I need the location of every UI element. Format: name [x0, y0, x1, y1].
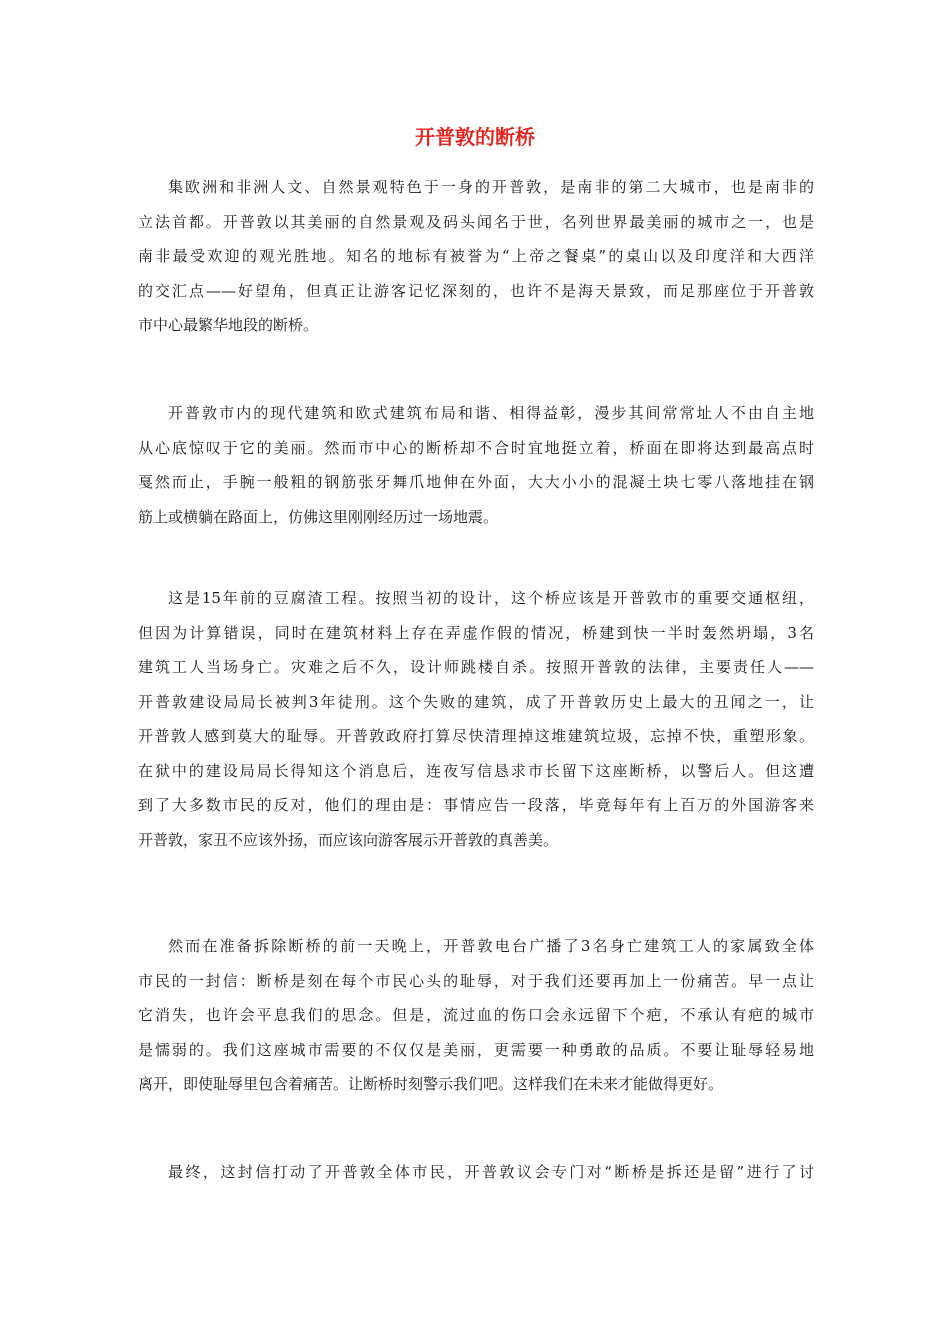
paragraph-5: [138, 1155, 814, 1190]
paragraph-2: [138, 396, 814, 534]
paragraph-line: 南非最受欢迎的观光胜地。知名的地标有被誉为“上帝之餐桌”的桌山以及印度洋和大西洋: [138, 247, 814, 265]
paragraph-line: 戛然而止，手腕一般粗的钢筋张牙舞爪地伸在外面，大大小小的混凝土块七零八落地挂在钢: [138, 473, 814, 491]
paragraph-line: 是懦弱的。我们这座城市需要的不仅仅是美丽，更需要一种勇敢的品质。不要让耻辱轻易地: [138, 1040, 814, 1059]
paragraph-line: 在狱中的建设局局长得知这个消息后，连夜写信恳求市长留下这座断桥，以警后人。但这遭: [138, 761, 814, 780]
paragraph-line: 开普敦，家丑不应该外扬，而应该向游客展示开普敦的真善美。: [138, 830, 559, 849]
paragraph-line: 集欧洲和非洲人文、自然景观特色于一身的开普敦，是南非的第二大城市，也是南非的: [168, 178, 814, 196]
paragraph-line: 立法首都。开普敦以其美丽的自然景观及码头闻名于世，名列世界最美丽的城市之一，也是: [138, 212, 814, 231]
paragraph-line: 从心底惊叹于它的美丽。然而市中心的断桥却不合时宜地挺立着，桥面在即将达到最高点时: [138, 438, 814, 457]
paragraph-line: 市中心最繁华地段的断桥。: [138, 316, 319, 334]
paragraph-line: 到了大多数市民的反对，他们的理由是：事情应告一段落，毕竟每年有上百万的外国游客来: [138, 796, 814, 814]
paragraph-line: 开普敦市内的现代建筑和欧式建筑布局和谐、相得益彰，漫步其间常常址人不由自主地: [168, 404, 814, 422]
page-title: 开普敦的断桥: [415, 125, 535, 149]
paragraph-line: 然而在准备拆除断桥的前一天晚上，开普敦电台广播了3名身亡建筑工人的家属致全体: [168, 937, 814, 955]
paragraph-line: 开普敦建设局局长被判3年徒刑。这个失败的建筑，成了开普敦历史上最大的丑闻之一，让: [138, 692, 814, 711]
paragraph-line: 离开，即使耻辱里包含着痛苦。让断桥时刻警示我们吧。这样我们在未来才能做得更好。: [138, 1075, 724, 1093]
paragraph-line: 这是15年前的豆腐渣工程。按照当初的设计，这个桥应该是开普敦市的重要交通枢纽，: [168, 589, 814, 607]
paragraph-line: 它消失，也许会平息我们的思念。但是，流过血的伤口会永远留下个疤，不承认有疤的城市: [138, 1006, 814, 1024]
paragraph-line: 的交汇点——好望角，但真正让游客记忆深刻的，也许不是海天景致，而足那座位于开普敦: [138, 281, 814, 300]
paragraph-4: [138, 929, 814, 1102]
paragraph-line: 市民的一封信：断桥是刻在每个市民心头的耻辱，对于我们还要再加上一份痛苦。早一点让: [138, 971, 814, 990]
paragraph-1: [138, 170, 814, 343]
paragraph-line: 建筑工人当场身亡。灾难之后不久，设计师跳楼自杀。按照开普敦的法律，主要责任人——: [138, 658, 814, 676]
paragraph-line: 但因为计算错误，同时在建筑材料上存在弄虚作假的情况，桥建到快一半时轰然坍塌，3名: [138, 623, 814, 642]
paragraph-line: 筋上或横躺在路面上，仿佛这里刚刚经历过一场地震。: [138, 507, 499, 526]
paragraph-3: [138, 581, 814, 857]
paragraph-line: 最终，这封信打动了开普敦全体市民，开普敦议会专门对“断桥是拆还是留”进行了讨: [168, 1163, 814, 1181]
paragraph-line: 开普敦人感到莫大的耻辱。开普敦政府打算尽快清理掉这堆建筑垃圾，忘掉不快，重塑形象。: [138, 727, 814, 745]
